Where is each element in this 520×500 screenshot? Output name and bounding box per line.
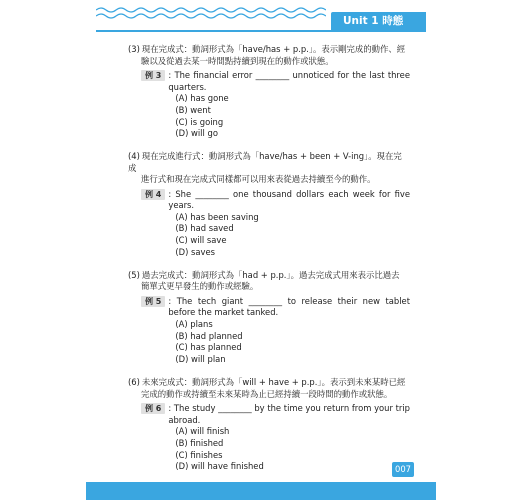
option-d: (D) saves [175, 247, 215, 258]
option-a: (A) has been saving [175, 211, 259, 222]
section-number: (5) [128, 269, 140, 280]
example-question: : The tech giant ________ to release their new tablet before the market tanked. [168, 295, 410, 318]
section-heading [128, 377, 410, 400]
option-list [168, 93, 410, 140]
header-divider [96, 30, 426, 32]
example-question: : She ________ one thousand dollars each week for five years. [168, 188, 410, 211]
section-text-line1: 未來完成式：動詞形式為「will + have + p.p.」。表示到未來某時已經 [141, 377, 406, 388]
example-badge: 例 6 [141, 403, 165, 414]
example-block [128, 189, 410, 259]
option-list [168, 426, 410, 473]
option-c: (C) finishes [175, 449, 223, 460]
section-text-line2: 進行式和現在完成式同樣都可以用來表從過去持續至今的動作。 [141, 174, 376, 185]
section-number: (6) [128, 377, 140, 388]
option-list [168, 319, 410, 366]
section-text-line2: 簡單式更早發生的動作或經驗。 [141, 281, 259, 292]
example-question: : The financial error ________ unnoticed for the last three quarters. [168, 70, 410, 92]
option-c: (C) is going [175, 116, 224, 127]
option-b: (B) had saved [175, 223, 234, 234]
example-body [168, 70, 410, 140]
section-text-line2: 驗以及從過去某一時間點持續到現在的動作或狀態。 [141, 55, 334, 66]
section-heading [128, 44, 410, 67]
footer-bar [86, 482, 436, 500]
page-header [96, 0, 426, 30]
option-c: (C) will save [175, 235, 227, 246]
option-b: (B) finished [175, 437, 224, 448]
option-a: (A) has gone [175, 93, 229, 103]
section-text-line1: 過去完成式：動詞形式為「had + p.p.」。過去完成式用來表示比過去 [141, 269, 400, 280]
option-b: (B) had planned [175, 330, 243, 341]
option-d: (D) will plan [175, 354, 226, 365]
section-number: (4) [128, 151, 140, 162]
section-present-perfect-progressive [128, 151, 410, 259]
option-list [168, 212, 410, 259]
section-heading [128, 270, 410, 293]
option-a: (A) plans [175, 318, 213, 329]
page-number: 007 [392, 462, 414, 477]
example-block [128, 403, 410, 473]
example-badge: 例 4 [141, 189, 165, 200]
section-text-line2: 完成的動作或持續至未來某時為止已經持續一段時間的動作或狀態。 [141, 388, 393, 399]
option-a: (A) will finish [175, 426, 230, 437]
option-d: (D) will have finished [175, 461, 264, 472]
example-block [128, 70, 410, 140]
grammar-content [128, 44, 410, 484]
wave-decoration [96, 4, 326, 24]
example-body [168, 296, 410, 366]
option-d: (D) will go [175, 128, 218, 139]
example-body [168, 403, 410, 473]
example-badge: 例 3 [141, 70, 165, 81]
example-block [128, 296, 410, 366]
section-present-perfect [128, 44, 410, 140]
section-number: (3) [128, 44, 140, 54]
section-text-line1: 現在完成進行式：動詞形式為「have/has + been + V-ing」。現在完成 [128, 151, 402, 173]
example-question: : The study ________ by the time you return from your trip abroad. [168, 403, 410, 425]
unit-tab: Unit 1 時態 [331, 12, 426, 30]
option-b: (B) went [175, 104, 211, 115]
section-past-perfect [128, 270, 410, 366]
section-future-perfect [128, 377, 410, 473]
option-c: (C) has planned [175, 342, 242, 353]
section-text-line1: 現在完成式：動詞形式為「have/has + p.p.」。表示剛完成的動作、經 [141, 44, 406, 54]
section-heading [128, 151, 410, 186]
example-body [168, 189, 410, 259]
example-badge: 例 5 [141, 296, 165, 307]
